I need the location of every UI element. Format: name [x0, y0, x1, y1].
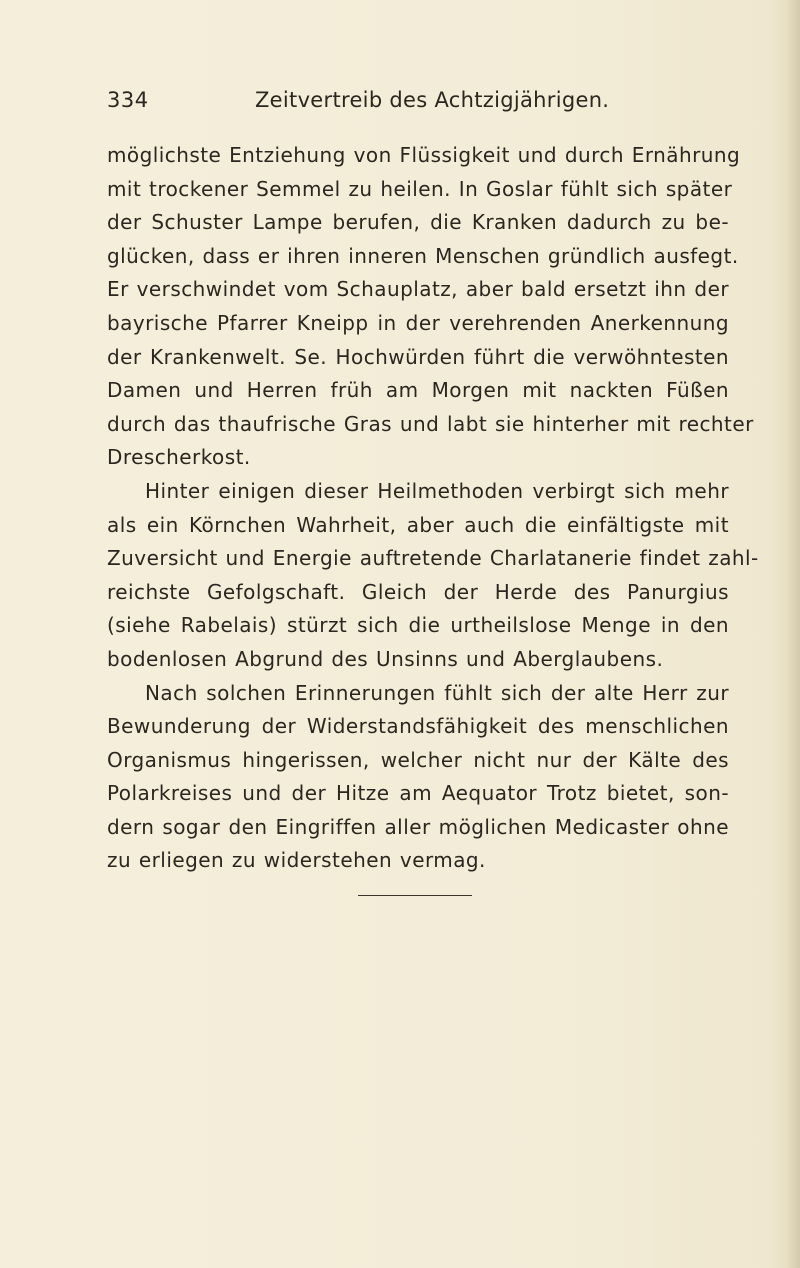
- text-line: durch das thaufrische Gras und labt sie hinterher mit rechter: [107, 411, 754, 436]
- text-line: der Schuster Lampe berufen, die Kranken dadurch zu be-: [107, 210, 729, 235]
- running-title: Zeitvertreib des Achtzigjährigen.: [255, 88, 610, 112]
- text-line: Hinter einigen dieser Heilmethoden verbirgt sich mehr: [145, 478, 729, 503]
- text-line: Damen und Herren früh am Morgen mit nackten Füßen: [107, 378, 729, 403]
- text-line: als ein Körnchen Wahrheit, aber auch die einfältigste mit: [107, 512, 729, 537]
- text-line: glücken, dass er ihren inneren Menschen gründlich ausfegt.: [107, 243, 739, 268]
- text-line: bodenlosen Abgrund des Unsinns und Aberglaubens.: [107, 646, 664, 671]
- paragraph: [107, 475, 759, 677]
- paragraph: [107, 139, 754, 475]
- text-line: Organismus hingerissen, welcher nicht nur der Kälte des: [107, 747, 729, 772]
- text-line: mit trockener Semmel zu heilen. In Goslar fühlt sich später: [107, 176, 733, 201]
- text-line: Bewunderung der Widerstandsfähigkeit des menschlichen: [107, 714, 729, 739]
- text-line: Drescherkost.: [107, 445, 251, 470]
- text-line: Polarkreises und der Hitze am Aequator Trotz bietet, son-: [107, 781, 729, 806]
- text-line: zu erliegen zu widerstehen vermag.: [107, 848, 486, 873]
- text-line: (siehe Rabelais) stürzt sich die urtheilslose Menge in den: [107, 613, 729, 638]
- text-line: der Krankenwelt. Se. Hochwürden führt die verwöhntesten: [107, 344, 729, 369]
- text-line: bayrische Pfarrer Kneipp in der verehrenden Anerkennung: [107, 310, 729, 335]
- text-line: Er verschwindet vom Schauplatz, aber bald ersetzt ihn der: [107, 277, 729, 302]
- paragraph: [107, 677, 729, 879]
- text-line: Zuversicht und Energie auftretende Charlatanerie findet zahl-: [107, 546, 759, 571]
- text-line: möglichste Entziehung von Flüssigkeit und durch Ernährung: [107, 143, 741, 167]
- page-header: [107, 88, 707, 120]
- text-line: Nach solchen Erinnerungen fühlt sich der alte Herr zur: [145, 680, 729, 705]
- text-line: reichste Gefolgschaft. Gleich der Herde des Panurgius: [107, 579, 729, 604]
- end-of-chapter-rule: [358, 895, 472, 896]
- body-text: [107, 139, 759, 878]
- page-number: 334: [107, 88, 149, 112]
- page-edge-shadow: [786, 0, 800, 1268]
- text-line: dern sogar den Eingriffen aller möglichen Medicaster ohne: [107, 814, 729, 839]
